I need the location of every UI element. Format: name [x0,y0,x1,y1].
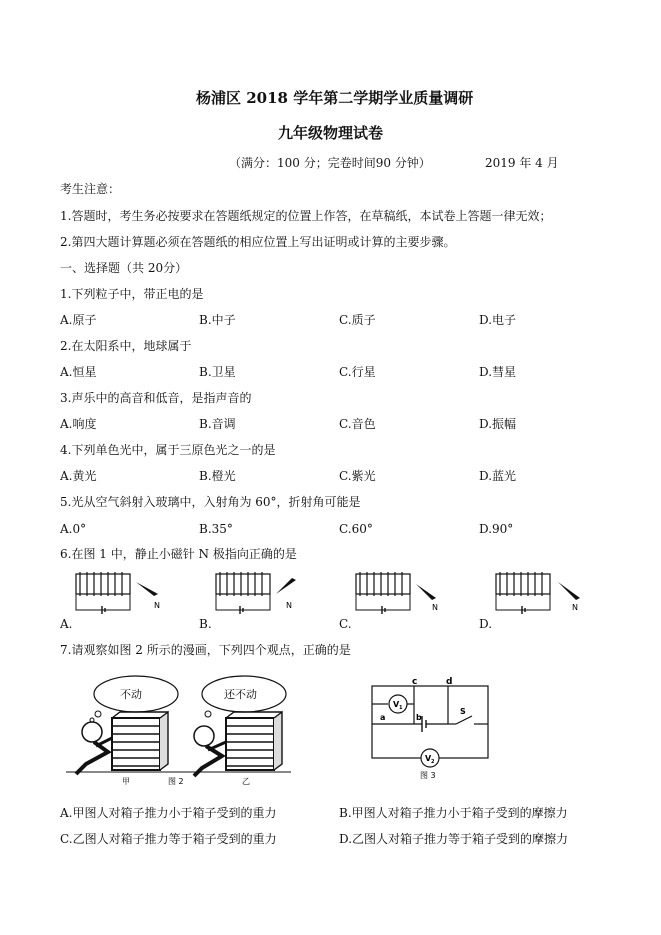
question-4-stem: 4.下列单色光中，属于三原色光之一的是 [60,443,276,457]
figure-2-label-left: 甲 [122,777,130,786]
question-1-option-d: D.电子 [479,313,517,327]
needle-label: N [432,603,438,612]
question-7-option-a: A.甲图人对箱子推力小于箱子受到的重力 [60,806,277,820]
question-5-option-d: D.90° [479,522,514,536]
question-7-option-b: B.甲图人对箱子推力小于箱子受到的摩擦力 [339,806,568,820]
figure-1-solenoid-d [482,568,584,618]
figure-1-solenoid-b [202,568,304,618]
question-3-option-a: A.响度 [60,417,97,431]
question-6-option-d: D. [479,617,493,631]
circuit-label-d: d [446,677,453,687]
page-title: 杨浦区 2018 学年第二学期学业质量调研 [196,89,474,107]
needle-label: N [154,601,160,610]
section-heading: 一、选择题（共 20分） [60,261,188,275]
switch-label: S [460,707,466,716]
question-2-option-a: A.恒星 [60,365,97,379]
figure-3-circuit [364,674,494,782]
circuit-label-a: a [380,713,386,722]
question-5-option-b: B.35° [199,522,233,536]
voltmeter-1-label: V [393,700,400,709]
question-5-option-a: A.0° [60,522,87,536]
bubble-left-text: 不动 [120,688,142,701]
question-6-option-c: C. [339,617,352,631]
question-1-stem: 1.下列粒子中，带正电的是 [60,287,204,301]
question-5-stem: 5.光从空气斜射入玻璃中，入射角为 60°，折射角可能是 [60,495,361,509]
exam-date: 2019 年 4 月 [485,156,559,170]
question-1-option-a: A.原子 [60,313,97,327]
question-2-option-d: D.彗星 [479,365,517,379]
page-subtitle: 九年级物理试卷 [278,124,384,142]
figure-2-label-right: 乙 [242,777,250,786]
needle-label: N [286,601,292,610]
question-1-option-c: C.质子 [339,313,376,327]
question-4-option-c: C.紫光 [339,469,376,483]
question-3-option-b: B.音调 [199,417,236,431]
needle-label: N [572,603,578,612]
question-3-option-d: D.振幅 [479,417,517,431]
exam-meta: （满分：100 分；完卷时间90 分钟） [229,156,431,170]
voltmeter-1-sub: 1 [399,705,403,711]
question-2-option-b: B.卫星 [199,365,236,379]
question-4-option-b: B.橙光 [199,469,236,483]
question-4-option-a: A.黄光 [60,469,97,483]
question-2-option-c: C.行星 [339,365,376,379]
notice-item-2: 2.第四大题计算题必须在答题纸的相应位置上写出证明或计算的主要步骤。 [60,235,456,249]
question-1-option-b: B.中子 [199,313,236,327]
question-3-stem: 3.声乐中的高音和低音，是指声音的 [60,391,252,405]
question-6-option-a: A. [60,617,73,631]
question-7-option-d: D.乙图人对箱子推力等于箱子受到的摩擦力 [339,832,569,846]
circuit-label-b: b [416,713,422,722]
circuit-label-c: c [412,677,418,687]
question-6-option-b: B. [199,617,212,631]
question-5-option-c: C.60° [339,522,373,536]
question-7-stem: 7.请观察如图 2 所示的漫画，下列四个观点，正确的是 [60,643,351,657]
figure-3-caption: 图 3 [420,771,436,780]
figure-1-solenoid-c [342,568,444,618]
figure-1-solenoid-a [62,568,164,618]
notice-heading: 考生注意： [60,182,121,196]
question-2-stem: 2.在太阳系中，地球属于 [60,339,192,353]
figure-2-cartoon [66,670,291,788]
question-3-option-c: C.音色 [339,417,376,431]
question-6-stem: 6.在图 1 中，静止小磁针 N 极指向正确的是 [60,547,297,561]
voltmeter-2-sub: 2 [431,759,435,765]
question-7-option-c: C.乙图人对箱子推力等于箱子受到的重力 [60,832,277,846]
notice-item-1: 1.答题时，考生务必按要求在答题纸规定的位置上作答，在草稿纸，本试卷上答题一律无效； [60,209,552,223]
figure-2-caption: 图 2 [168,777,184,786]
question-4-option-d: D.蓝光 [479,469,517,483]
voltmeter-2-label: V [425,754,432,763]
bubble-right-text: 还不动 [224,688,257,701]
